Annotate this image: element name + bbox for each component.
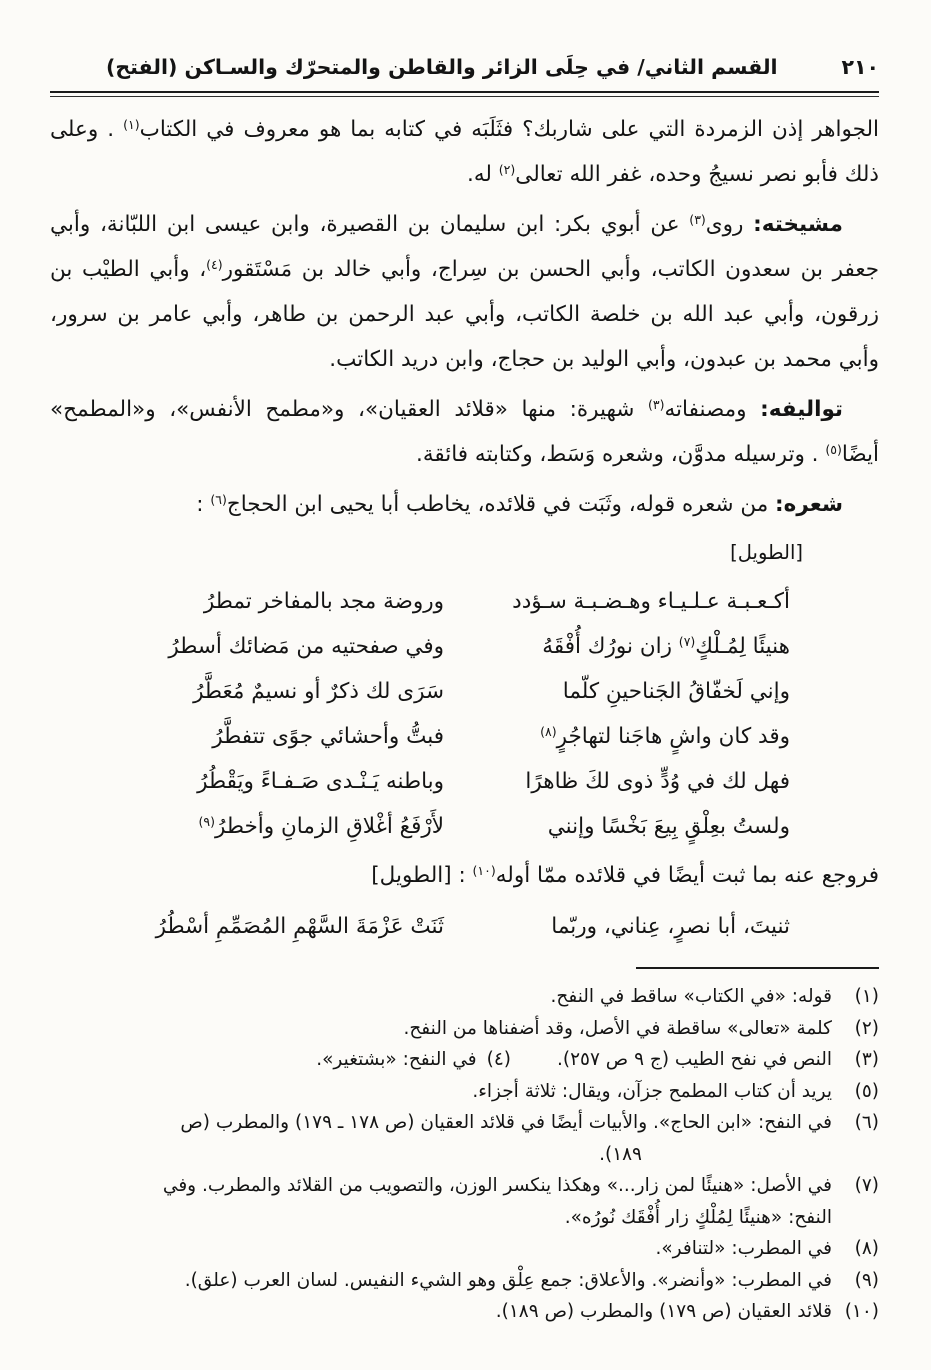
footnote-double xyxy=(50,1044,879,1076)
footnote-text xyxy=(50,1044,832,1076)
footnote-ref-4: (٤) xyxy=(206,257,223,272)
body-text: : [الطويل] xyxy=(371,863,473,888)
page-header xyxy=(50,52,879,82)
footnote-number: (٨) xyxy=(854,1238,879,1259)
footnote xyxy=(50,981,879,1013)
poem-second xyxy=(50,904,790,949)
verse-text: هنيئًا لِمُـلْكٍ xyxy=(695,634,790,659)
body-text: له. xyxy=(467,162,499,187)
footnote-continuation: النفح: «هنيئًا لِمُلْكٍ زار أُفْقَك نُورُه». xyxy=(564,1206,832,1228)
footnote-text-body: كلمة «تعالى» ساقطة في الأصل، وقد أضفناها من النفح. xyxy=(403,1017,832,1039)
page-number: ٢١٠ xyxy=(841,55,879,79)
footnote-number: (٢) xyxy=(854,1017,879,1039)
footnote xyxy=(50,1170,879,1233)
verse-text: لأَرْفَعُ أغْلاقِ الزمانِ وأخطرُ xyxy=(215,814,444,839)
footnote-number: (٩) xyxy=(854,1269,879,1291)
footnote-text-body: قوله: «في الكتاب» ساقط في النفح. xyxy=(550,986,832,1007)
paragraph-teachers xyxy=(50,202,879,382)
footnote-text-body: يريد أن كتاب المطمح جزآن، ويقال: ثلاثة أجزاء. xyxy=(472,1080,832,1102)
footnote-continuation: ١٨٩). xyxy=(599,1143,642,1165)
verse-text: زان نورُك أُفْقَهُ xyxy=(542,634,679,659)
verse-line xyxy=(50,804,790,849)
paragraph-works xyxy=(50,387,879,477)
body-text: روى xyxy=(705,212,754,237)
footnote-text-body: النص في نفح الطيب (ج ٩ ص ٢٥٧). xyxy=(557,1049,832,1070)
footnote-number: (٣) xyxy=(854,1049,879,1070)
footnote-text xyxy=(50,1107,832,1170)
footnote-number: (١٠) xyxy=(844,1301,879,1322)
hemistich-left xyxy=(111,669,444,714)
poem-first xyxy=(50,579,790,849)
footnote-ref-10: (١٠) xyxy=(472,863,496,878)
hemistich-left xyxy=(111,904,444,949)
verse-text: وروضة مجد بالمفاخر تمطرُ xyxy=(203,589,444,614)
verse-text: ولستُ بعِلْقٍ بِيعَ بَخْسًا وإنني xyxy=(547,814,790,839)
footnote-text-body: في المطرب: «لتنافر». xyxy=(655,1238,832,1259)
verse-line xyxy=(50,579,790,624)
footnote-separator xyxy=(636,967,879,969)
footnote-ref-7: (٧) xyxy=(678,634,696,649)
hemistich-right xyxy=(457,624,790,669)
hemistich-left xyxy=(111,804,444,849)
verse-text: وباطنه يَـنْـدى صَـفـاءً ويَقْطُرُ xyxy=(197,769,444,794)
body-text: : xyxy=(196,492,211,517)
footnote-text xyxy=(50,981,832,1013)
hemistich-right xyxy=(457,759,790,804)
verse-text: فبتُّ وأحشائي جوًى تتفطَّرُ xyxy=(212,724,444,749)
footnote-number: (٦) xyxy=(854,1112,879,1133)
chapter-title: القسم الثاني/ في حِلَى الزائر والقاطن والمتحرّك والسـاكن (الفتح) xyxy=(106,55,778,79)
meter-label: [الطويل] xyxy=(730,541,803,564)
footnote-text xyxy=(50,1013,832,1045)
hemistich-right xyxy=(457,579,790,624)
verse-line xyxy=(50,904,790,949)
hemistich-right xyxy=(457,669,790,714)
footnote-text-body: في النفح: «بشتغير». xyxy=(316,1049,477,1070)
paragraph-poetry-intro xyxy=(50,482,879,527)
footnote-ref-9: (٩) xyxy=(198,814,216,829)
hemistich-right xyxy=(457,904,790,949)
footnote-ref-1: (١) xyxy=(123,117,140,132)
hemistich-left xyxy=(111,579,444,624)
body-text: شهيرة: منها «قلائد العقيان»، و«مطمح الأنفس»، و«المطمح» أيضًا xyxy=(50,397,879,467)
footnote xyxy=(50,1013,879,1045)
verse-text: وفي صفحتيه من مَضائك أسطرُ xyxy=(168,634,444,659)
hemistich-right xyxy=(457,804,790,849)
hemistich-right xyxy=(457,714,790,759)
verse-text: وقد كان واشٍ هاجَنا لتهاجُرٍ xyxy=(556,724,790,749)
header-rule xyxy=(50,91,879,97)
footnote-number: (٥) xyxy=(854,1080,879,1102)
verse-text: ثَنَتْ عَزْمَةَ السَّهْمِ المُصَمِّمِ أسْطُرُ xyxy=(155,914,444,939)
footnote xyxy=(50,1233,879,1265)
verse-text: سَرَى لك ذكرٌ أو نسيمٌ مُعَطَّرُ xyxy=(193,679,444,704)
body-text: الجواهر إذن الزمردة التي على شاربك؟ فثَلَبَه في كتابه بما هو معروف في الكتاب xyxy=(139,117,879,142)
footnote-ref-8: (٨) xyxy=(540,724,557,739)
body-text: من شعره قوله، وثَبَت في قلائده، يخاطب أبا يحيى ابن الحجاج xyxy=(226,492,776,517)
hemistich-left xyxy=(111,759,444,804)
footnote-text-body: قلائد العقيان (ص ١٧٩) والمطرب (ص ١٨٩). xyxy=(495,1301,832,1322)
section-lead-poetry: شعره: xyxy=(775,492,843,517)
paragraph-intro xyxy=(50,107,879,197)
footnote-number: (١) xyxy=(854,986,879,1007)
footnote-text xyxy=(50,1296,832,1328)
footnote-text xyxy=(50,1233,832,1265)
verse-line xyxy=(50,714,790,759)
footnote-ref-3: (٣) xyxy=(689,212,706,227)
body-text: ، وأبي الطيْب بن زرقون، وأبي عبد الله بن خلصة الكاتب، وأبي عبد الرحمن بن طاهر، وأبي عامر بن سرور، وأبي محمد بن عبدون، وأبي الوليد بن حجاج، وابن دريد الكاتب. xyxy=(50,257,879,372)
section-lead-works: تواليفه: xyxy=(760,397,843,422)
verse-text: ثنيتَ، أبا نصرٍ، عِناني، وربّما xyxy=(551,914,790,939)
verse-line xyxy=(50,624,790,669)
footnote-ref-3b: (٣) xyxy=(648,397,665,412)
body-text: فروجع عنه بما ثبت أيضًا في قلائده ممّا أوله xyxy=(495,863,879,888)
footnote xyxy=(50,1296,879,1328)
verse-text: وإني لَخفّاقُ الجَناحينِ كلّما xyxy=(562,679,790,704)
verse-line xyxy=(50,759,790,804)
body-text: . وترسيله مدوَّن، وشعره وَسَط، وكتابته فائقة. xyxy=(416,442,826,467)
section-lead-teachers: مشيخته: xyxy=(753,212,843,237)
footnote-text xyxy=(50,1170,832,1233)
verse-text: أكـعـبـة عـلـيـاء وهـضـبـة سـؤدد xyxy=(512,589,790,614)
footnote-text xyxy=(50,1076,832,1108)
footnote-number: (٧) xyxy=(854,1175,879,1196)
footnote-text-body: في المطرب: «وأنضر». والأعلاق: جمع عِلْق وهو الشيء النفيس. لسان العرب (علق). xyxy=(184,1269,832,1291)
footnotes-section xyxy=(50,981,879,1328)
footnote-text-body: في النفح: «ابن الحاج». والأبيات أيضًا في قلائد العقيان (ص ١٧٨ ـ ١٧٩) والمطرب (ص xyxy=(180,1112,832,1133)
footnote-ref-2: (٢) xyxy=(498,162,516,177)
footnote-number: (٤) xyxy=(486,1049,511,1070)
page-body xyxy=(50,107,879,949)
verse-text: فهل لك في وُدٍّ ذوى لكَ ظاهرًا xyxy=(525,769,790,794)
body-text: ومصنفاته xyxy=(664,397,761,422)
footnote-ref-5: (٥) xyxy=(825,442,842,457)
hemistich-left xyxy=(111,624,444,669)
footnote xyxy=(50,1265,879,1297)
footnote-ref-6: (٦) xyxy=(210,492,227,507)
footnote xyxy=(50,1107,879,1170)
footnote-text-body: في الأصل: «هنيئًا لمن زار...» وهكذا ينكسر الوزن، والتصويب من القلائد والمطرب. وفي xyxy=(162,1175,832,1196)
paragraph-retraction xyxy=(50,853,879,898)
footnote-text xyxy=(50,1265,832,1297)
body-text: عن أبوي بكر: ابن سليمان بن القصيرة، وابن عيسى ابن اللبّانة، وأبي جعفر بن سعدون الكاتب، وأبي الحسن بن سِراج، وأبي خالد بن مَسْتَقور xyxy=(50,212,879,282)
footnote xyxy=(50,1076,879,1108)
body-text: . وعلى ذلك فأبو نصر نسيجُ وحده، غفر الله تعالى xyxy=(50,117,879,187)
hemistich-left xyxy=(111,714,444,759)
verse-line xyxy=(50,669,790,714)
